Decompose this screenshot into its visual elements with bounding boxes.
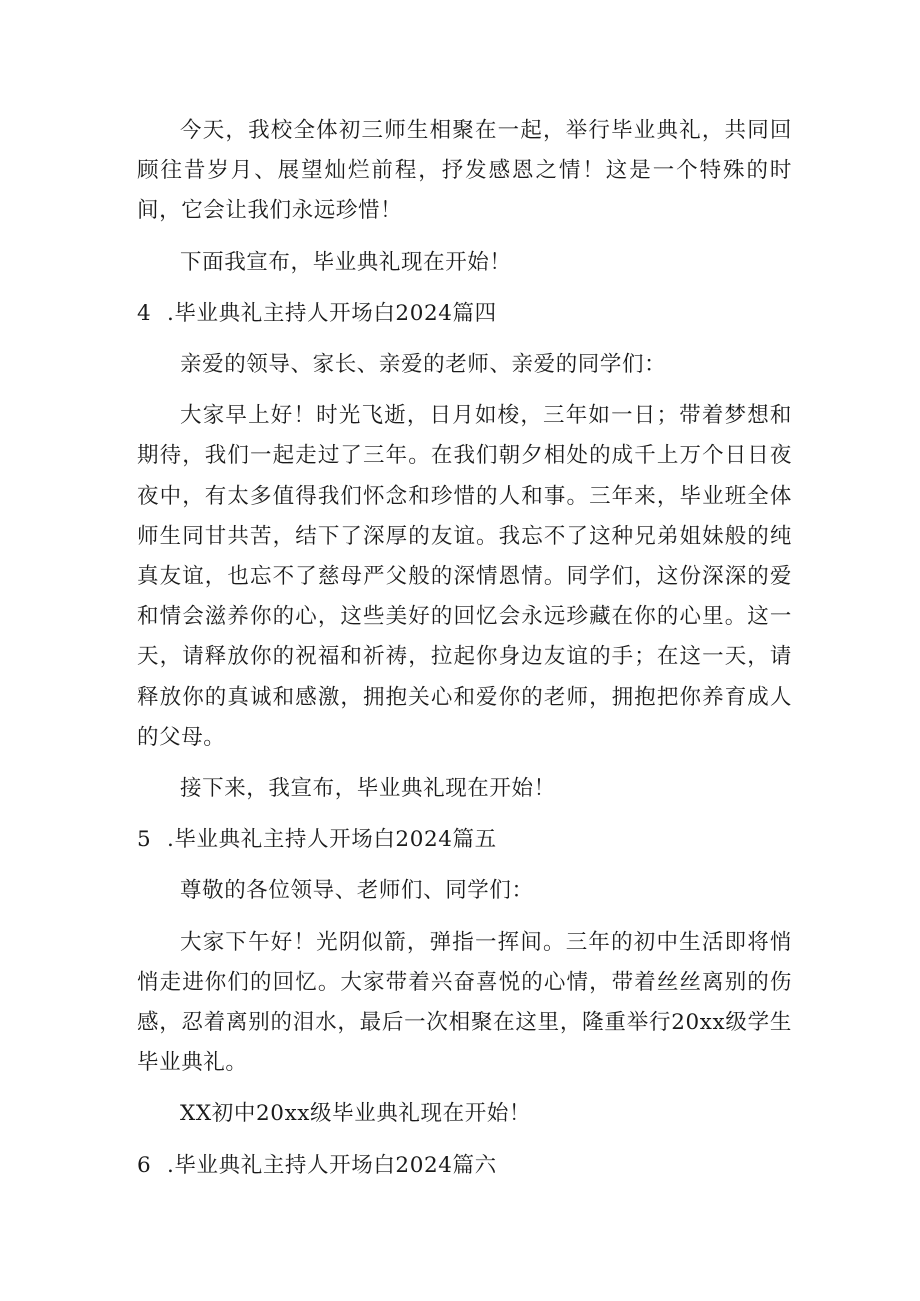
section-number: 5 (137, 827, 152, 853)
section-heading-6 (137, 1146, 792, 1186)
section-title: .毕业典礼主持人开场白2024篇四 (167, 300, 497, 326)
document-body (137, 111, 792, 1197)
section-number: 4 (137, 300, 152, 326)
section-heading-4 (137, 294, 792, 334)
paragraph: XX初中20xx级毕业典礼现在开始！ (180, 1101, 532, 1127)
paragraph: 今天，我校全体初三师生相聚在一起，举行毕业典礼，共同回顾往昔岁月、展望灿烂前程，抒发感恩之情！这是一个特殊的时间，它会让我们永远珍惜！ (137, 118, 792, 224)
paragraph: 接下来，我宣布，毕业典礼现在开始！ (180, 776, 556, 802)
paragraph: 下面我宣布，毕业典礼现在开始！ (180, 249, 512, 275)
paragraph: 亲爱的领导、家长、亲爱的老师、亲爱的同学们： (180, 352, 667, 378)
paragraph: 大家下午好！光阴似箭，弹指一挥间。三年的初中生活即将悄悄走进你们的回忆。大家带着兴奋喜悦的心情，带着丝丝离别的伤感，忍着离别的泪水，最后一次相聚在这里，隆重举行20xx级学生毕业典礼。 (137, 929, 792, 1076)
paragraph: 大家早上好！时光飞逝，日月如梭，三年如一日；带着梦想和期待，我们一起走过了三年。在我们朝夕相处的成千上万个日日夜夜中，有太多值得我们怀念和珍惜的人和事。三年来，毕业班全体师生同甘共苦，结下了深厚的友谊。我忘不了这种兄弟姐妹般的纯真友谊，也忘不了慈母严父般的深情恩情。同学们，这份深深的爱和情会滋养你的心，这些美好的回忆会永远珍藏在你的心里。这一天，请释放你的祝福和祈祷，拉起你身边友谊的手；在这一天，请释放你的真诚和感激，拥抱关心和爱你的老师，拥抱把你养育成人的父母。 (137, 403, 792, 750)
section-heading-5 (137, 820, 792, 860)
section-title: .毕业典礼主持人开场白2024篇五 (167, 827, 497, 853)
section-number: 6 (137, 1152, 152, 1178)
paragraph: 尊敬的各位领导、老师们、同学们： (180, 878, 534, 904)
section-title: .毕业典礼主持人开场白2024篇六 (167, 1152, 497, 1178)
